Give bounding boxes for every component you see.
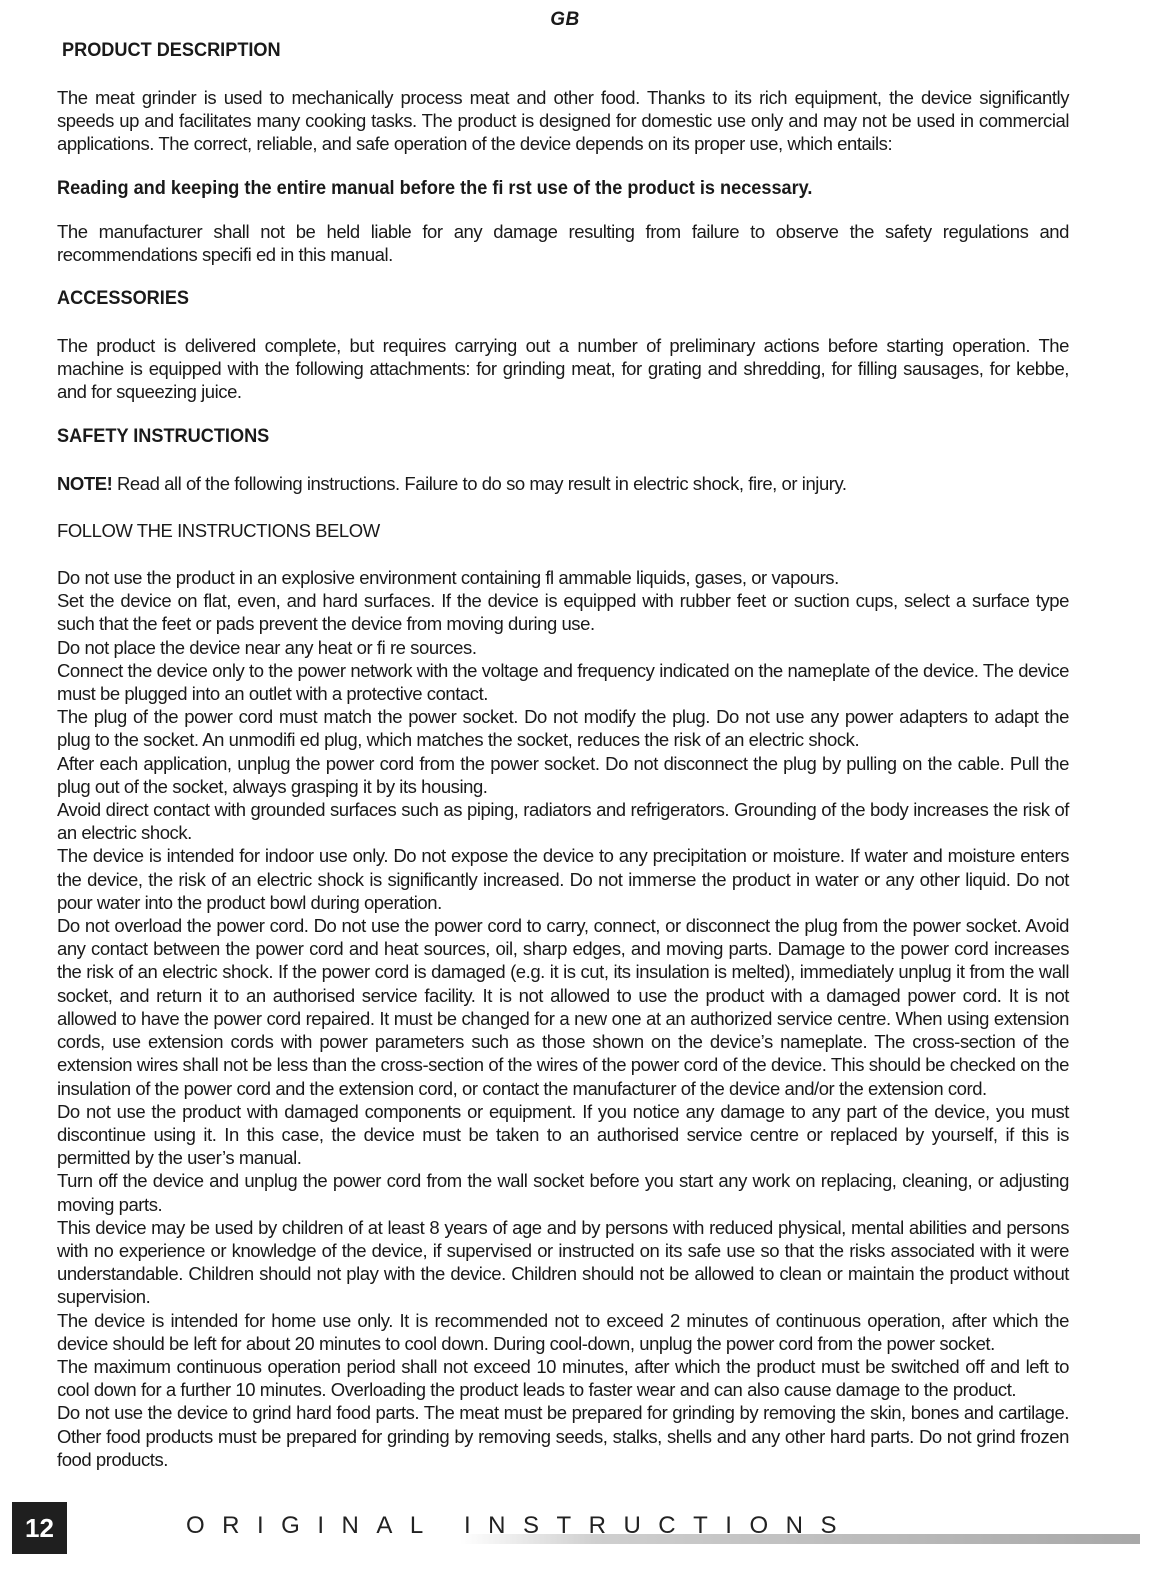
safety-item: The plug of the power cord must match the power socket. Do not modify the plug. Do not use any power adapters to adapt the plug to the socket. An unmodifi ed plug, which matches the socket, reduces the risk of an electric shock. (57, 706, 1069, 751)
product-description-intro: The meat grinder is used to mechanically process meat and other food. Thanks to its rich equipment, the device significantly speeds up and facilitates many cooking tasks. The product is designed for domestic use only and may not be used in commercial applications. The correct, reliable, and safe operation of the device depends on its proper use, which entails: (57, 87, 1069, 155)
safety-item: Set the device on flat, even, and hard surfaces. If the device is equipped with rubber feet or suction cups, select a surface type such that the feet or pads prevent the device from moving during use. (57, 590, 1069, 635)
safety-item: The device is intended for home use only. It is recommended not to exceed 2 minutes of continuous operation, after which the device should be left for about 20 minutes to cool down. During cool-down, unplug the power cord from the power socket. (57, 1309, 1069, 1354)
safety-instructions-list (57, 566, 1069, 1471)
safety-item: The maximum continuous operation period shall not exceed 10 minutes, after which the product must be switched off and left to cool down for a further 10 minutes. Overloading the product leads to faster wear and can also cause damage to the product. (57, 1355, 1069, 1401)
safety-note (57, 472, 1069, 495)
page-footer (0, 1498, 1154, 1576)
note-text: Read all of the following instructions. Failure to do so may result in electric shock, fire, or injury. (112, 472, 847, 494)
language-tag: GB (550, 9, 580, 30)
follow-instructions-label: FOLLOW THE INSTRUCTIONS BELOW (57, 519, 380, 541)
safety-item: Do not place the device near any heat or fi re sources. (57, 636, 477, 658)
page-number: 12 (12, 1502, 67, 1554)
manual-content (57, 38, 1069, 1471)
safety-item: Connect the device only to the power network with the voltage and frequency indicated on the nameplate of the device. The device must be plugged into an outlet with a protective contact. (57, 659, 1069, 705)
safety-item: Do not use the product in an explosive environment containing fl ammable liquids, gases, or vapours. (57, 567, 839, 589)
safety-item: Avoid direct contact with grounded surfaces such as piping, radiators and refrigerators. Grounding of the body increases the risk of an electric shock. (57, 799, 1069, 844)
safety-item: Do not overload the power cord. Do not use the power cord to carry, connect, or disconnect the plug from the power socket. Avoid any contact between the power cord and heat sources, oil, sharp edges, and moving parts. Damage to the power cord increases the risk of an electric shock. If the power cord is damaged (e.g. it is cut, its insulation is melted), immediately unplug it from the wall socket, and return it to an authorised service facility. It is not allowed to use the product with a damaged power cord. It is not allowed to have the power cord repaired. It must be changed for a new one at an authorized service centre. When using extension cords, use extension cords with power parameters such as those shown on the device’s nameplate. The cross-section of the extension wires shall not be less than the cross-section of the wires of the power cord of the device. This should be checked on the insulation of the power cord and the extension cord, or contact the manufacturer of the device and/or the extension cord. (57, 915, 1069, 1099)
read-manual-note: Reading and keeping the entire manual before the fi rst use of the product is necessary. (57, 176, 813, 199)
footer-label: ORIGINAL INSTRUCTIONS (186, 1512, 854, 1539)
safety-item: The device is intended for indoor use only. Do not expose the device to any precipitation or moisture. If water and moisture enters the device, the risk of an electric shock is significantly increased. Do not immerse the product in water or any other liquid. Do not pour water into the product bowl during operation. (57, 845, 1069, 913)
product-description-heading: PRODUCT DESCRIPTION (62, 39, 281, 61)
safety-heading: SAFETY INSTRUCTIONS (57, 424, 270, 447)
safety-item: After each application, unplug the power cord from the power socket. Do not disconnect the plug by pulling on the cable. Pull the plug out of the socket, always grasping it by its housing. (57, 752, 1069, 797)
liability-text: The manufacturer shall not be held liable for any damage resulting from failure to observe the safety regulations and recommendations specifi ed in this manual. (57, 220, 1069, 265)
safety-item: This device may be used by children of at least 8 years of age and by persons with reduced physical, mental abilities and persons with no experience or knowledge of the device, if supervised or instructed on its safe use so that the risks associated with it were understandable. Children should not play with the device. Children should not be allowed to clean or maintain the product without supervision. (57, 1216, 1069, 1308)
safety-item: Turn off the device and unplug the power cord from the wall socket before you start any work on replacing, cleaning, or adjusting moving parts. (57, 1170, 1069, 1215)
safety-item: Do not use the device to grind hard food parts. The meat must be prepared for grinding by removing the skin, bones and cartilage. Other food products must be prepared for grinding by removing seeds, stalks, shells and any other hard parts. Do not grind frozen food products. (57, 1402, 1069, 1470)
safety-item: Do not use the product with damaged components or equipment. If you notice any damage to any part of the device, you must discontinue using it. In this case, the device must be taken to an authorised service centre or replaced by yourself, if this is permitted by the user’s manual. (57, 1100, 1069, 1169)
accessories-heading: ACCESSORIES (57, 287, 190, 310)
note-label: NOTE! (57, 472, 113, 494)
accessories-text: The product is delivered complete, but requires carrying out a number of preliminary actions before starting operation. The machine is equipped with the following attachments: for grinding meat, for grating and shredding, for filling sausages, for kebbe, and for squeezing juice. (57, 335, 1069, 403)
